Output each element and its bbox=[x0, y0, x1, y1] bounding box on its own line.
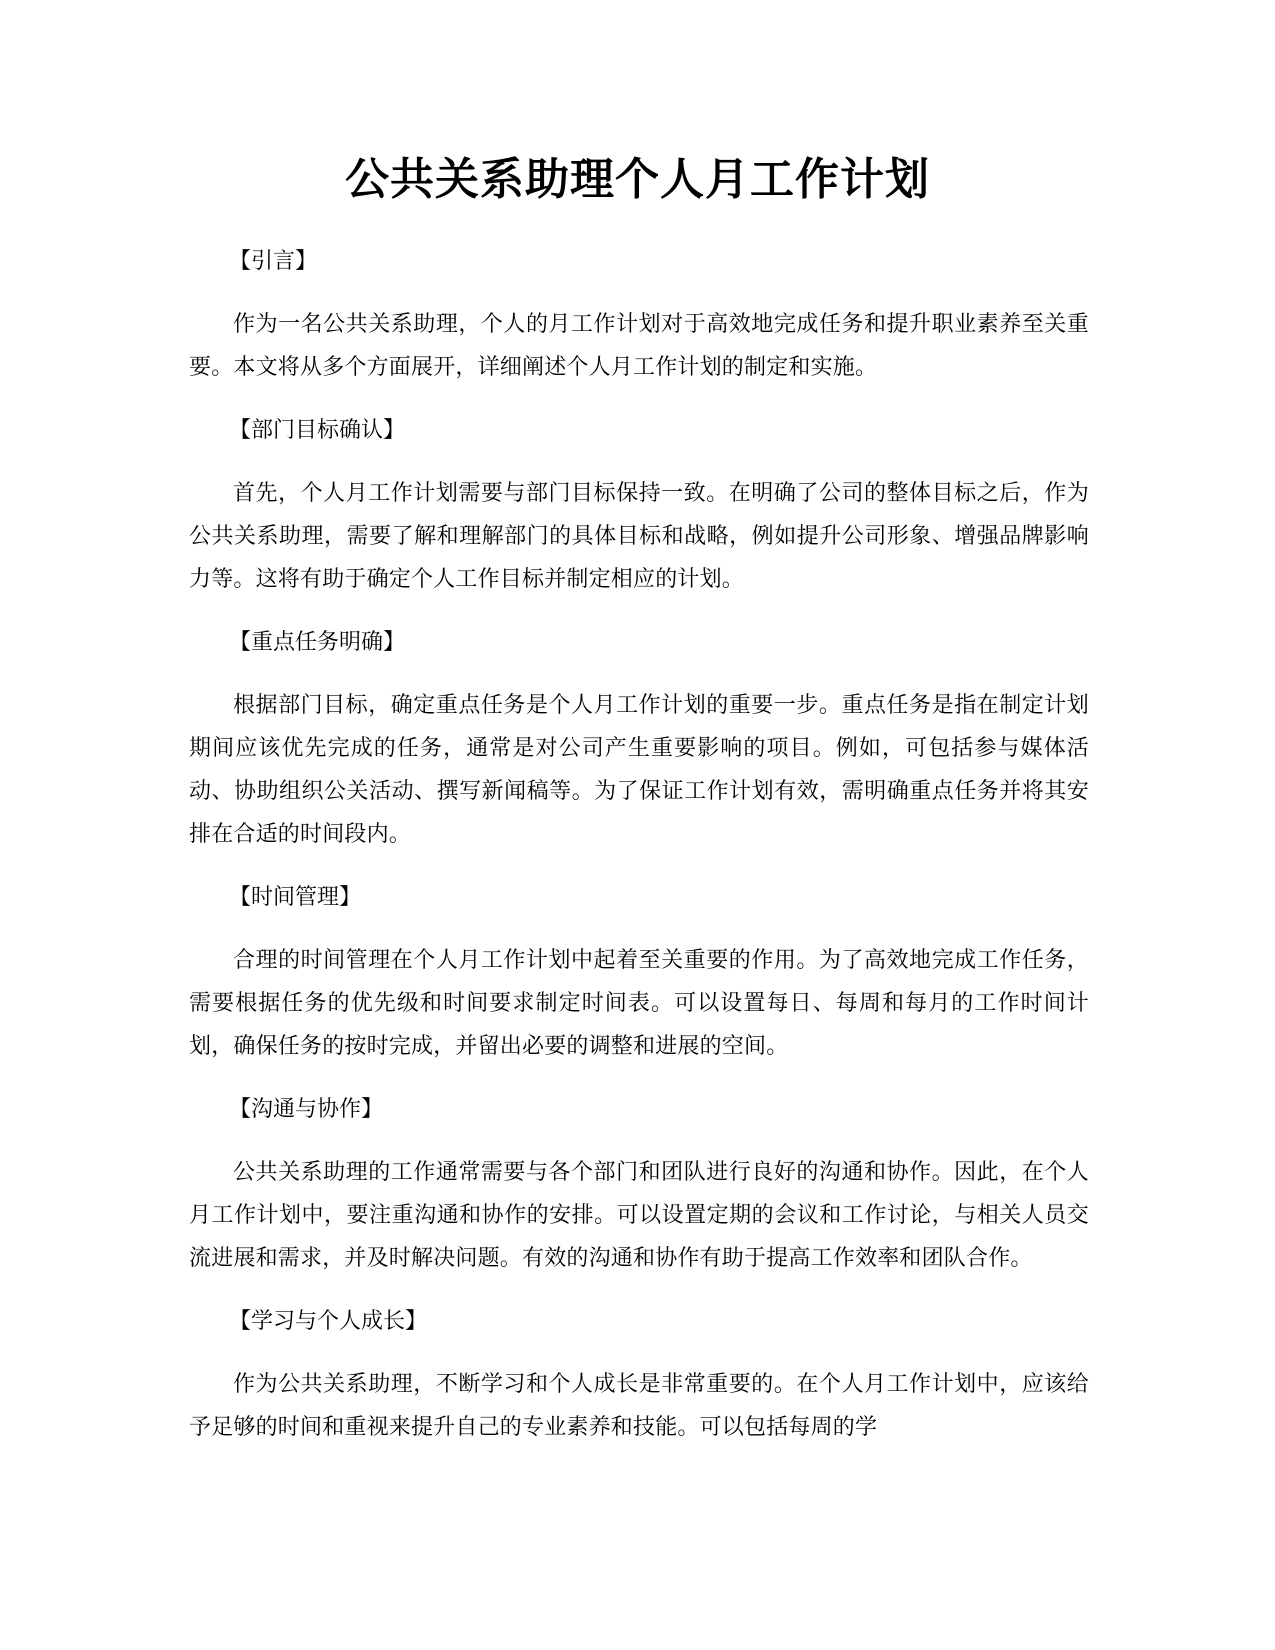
section-paragraph: 公共关系助理的工作通常需要与各个部门和团队进行良好的沟通和协作。因此，在个人月工作计划中，要注重沟通和协作的安排。可以设置定期的会议和工作讨论，与相关人员交流进展和需求，并及时解决问题。有效的沟通和协作有助于提高工作效率和团队合作。 bbox=[189, 1160, 1089, 1271]
section-paragraph: 作为公共关系助理，不断学习和个人成长是非常重要的。在个人月工作计划中，应该给予足够的时间和重视来提升自己的专业素养和技能。可以包括每周的学 bbox=[189, 1372, 1089, 1440]
section-paragraph: 作为一名公共关系助理，个人的月工作计划对于高效地完成任务和提升职业素养至关重要。本文将从多个方面展开，详细阐述个人月工作计划的制定和实施。 bbox=[189, 312, 1089, 380]
section-heading: 【部门目标确认】 bbox=[229, 418, 406, 443]
section-department-goals bbox=[189, 409, 1089, 601]
section-paragraph: 合理的时间管理在个人月工作计划中起着至关重要的作用。为了高效地完成工作任务，需要根据任务的优先级和时间要求制定时间表。可以设置每日、每周和每月的工作时间计划，确保任务的按时完成，并留出必要的调整和进展的空间。 bbox=[189, 948, 1089, 1059]
section-time-management bbox=[189, 876, 1089, 1068]
section-heading: 【重点任务明确】 bbox=[229, 630, 406, 655]
section-heading: 【引言】 bbox=[229, 249, 318, 274]
document-body bbox=[189, 240, 1089, 1469]
section-heading: 【时间管理】 bbox=[229, 885, 362, 910]
document-title: 公共关系助理个人月工作计划 bbox=[345, 154, 930, 205]
section-heading: 【沟通与协作】 bbox=[229, 1097, 384, 1122]
section-intro bbox=[189, 240, 1089, 389]
section-paragraph: 根据部门目标，确定重点任务是个人月工作计划的重要一步。重点任务是指在制定计划期间应该优先完成的任务，通常是对公司产生重要影响的项目。例如，可包括参与媒体活动、协助组织公关活动、撰写新闻稿等。为了保证工作计划有效，需明确重点任务并将其安排在合适的时间段内。 bbox=[189, 693, 1089, 847]
section-paragraph: 首先，个人月工作计划需要与部门目标保持一致。在明确了公司的整体目标之后，作为公共关系助理，需要了解和理解部门的具体目标和战略，例如提升公司形象、增强品牌影响力等。这将有助于确定个人工作目标并制定相应的计划。 bbox=[189, 481, 1089, 592]
section-heading: 【学习与个人成长】 bbox=[229, 1309, 428, 1334]
section-communication bbox=[189, 1088, 1089, 1280]
section-key-tasks bbox=[189, 621, 1089, 856]
section-learning-growth bbox=[189, 1300, 1089, 1449]
